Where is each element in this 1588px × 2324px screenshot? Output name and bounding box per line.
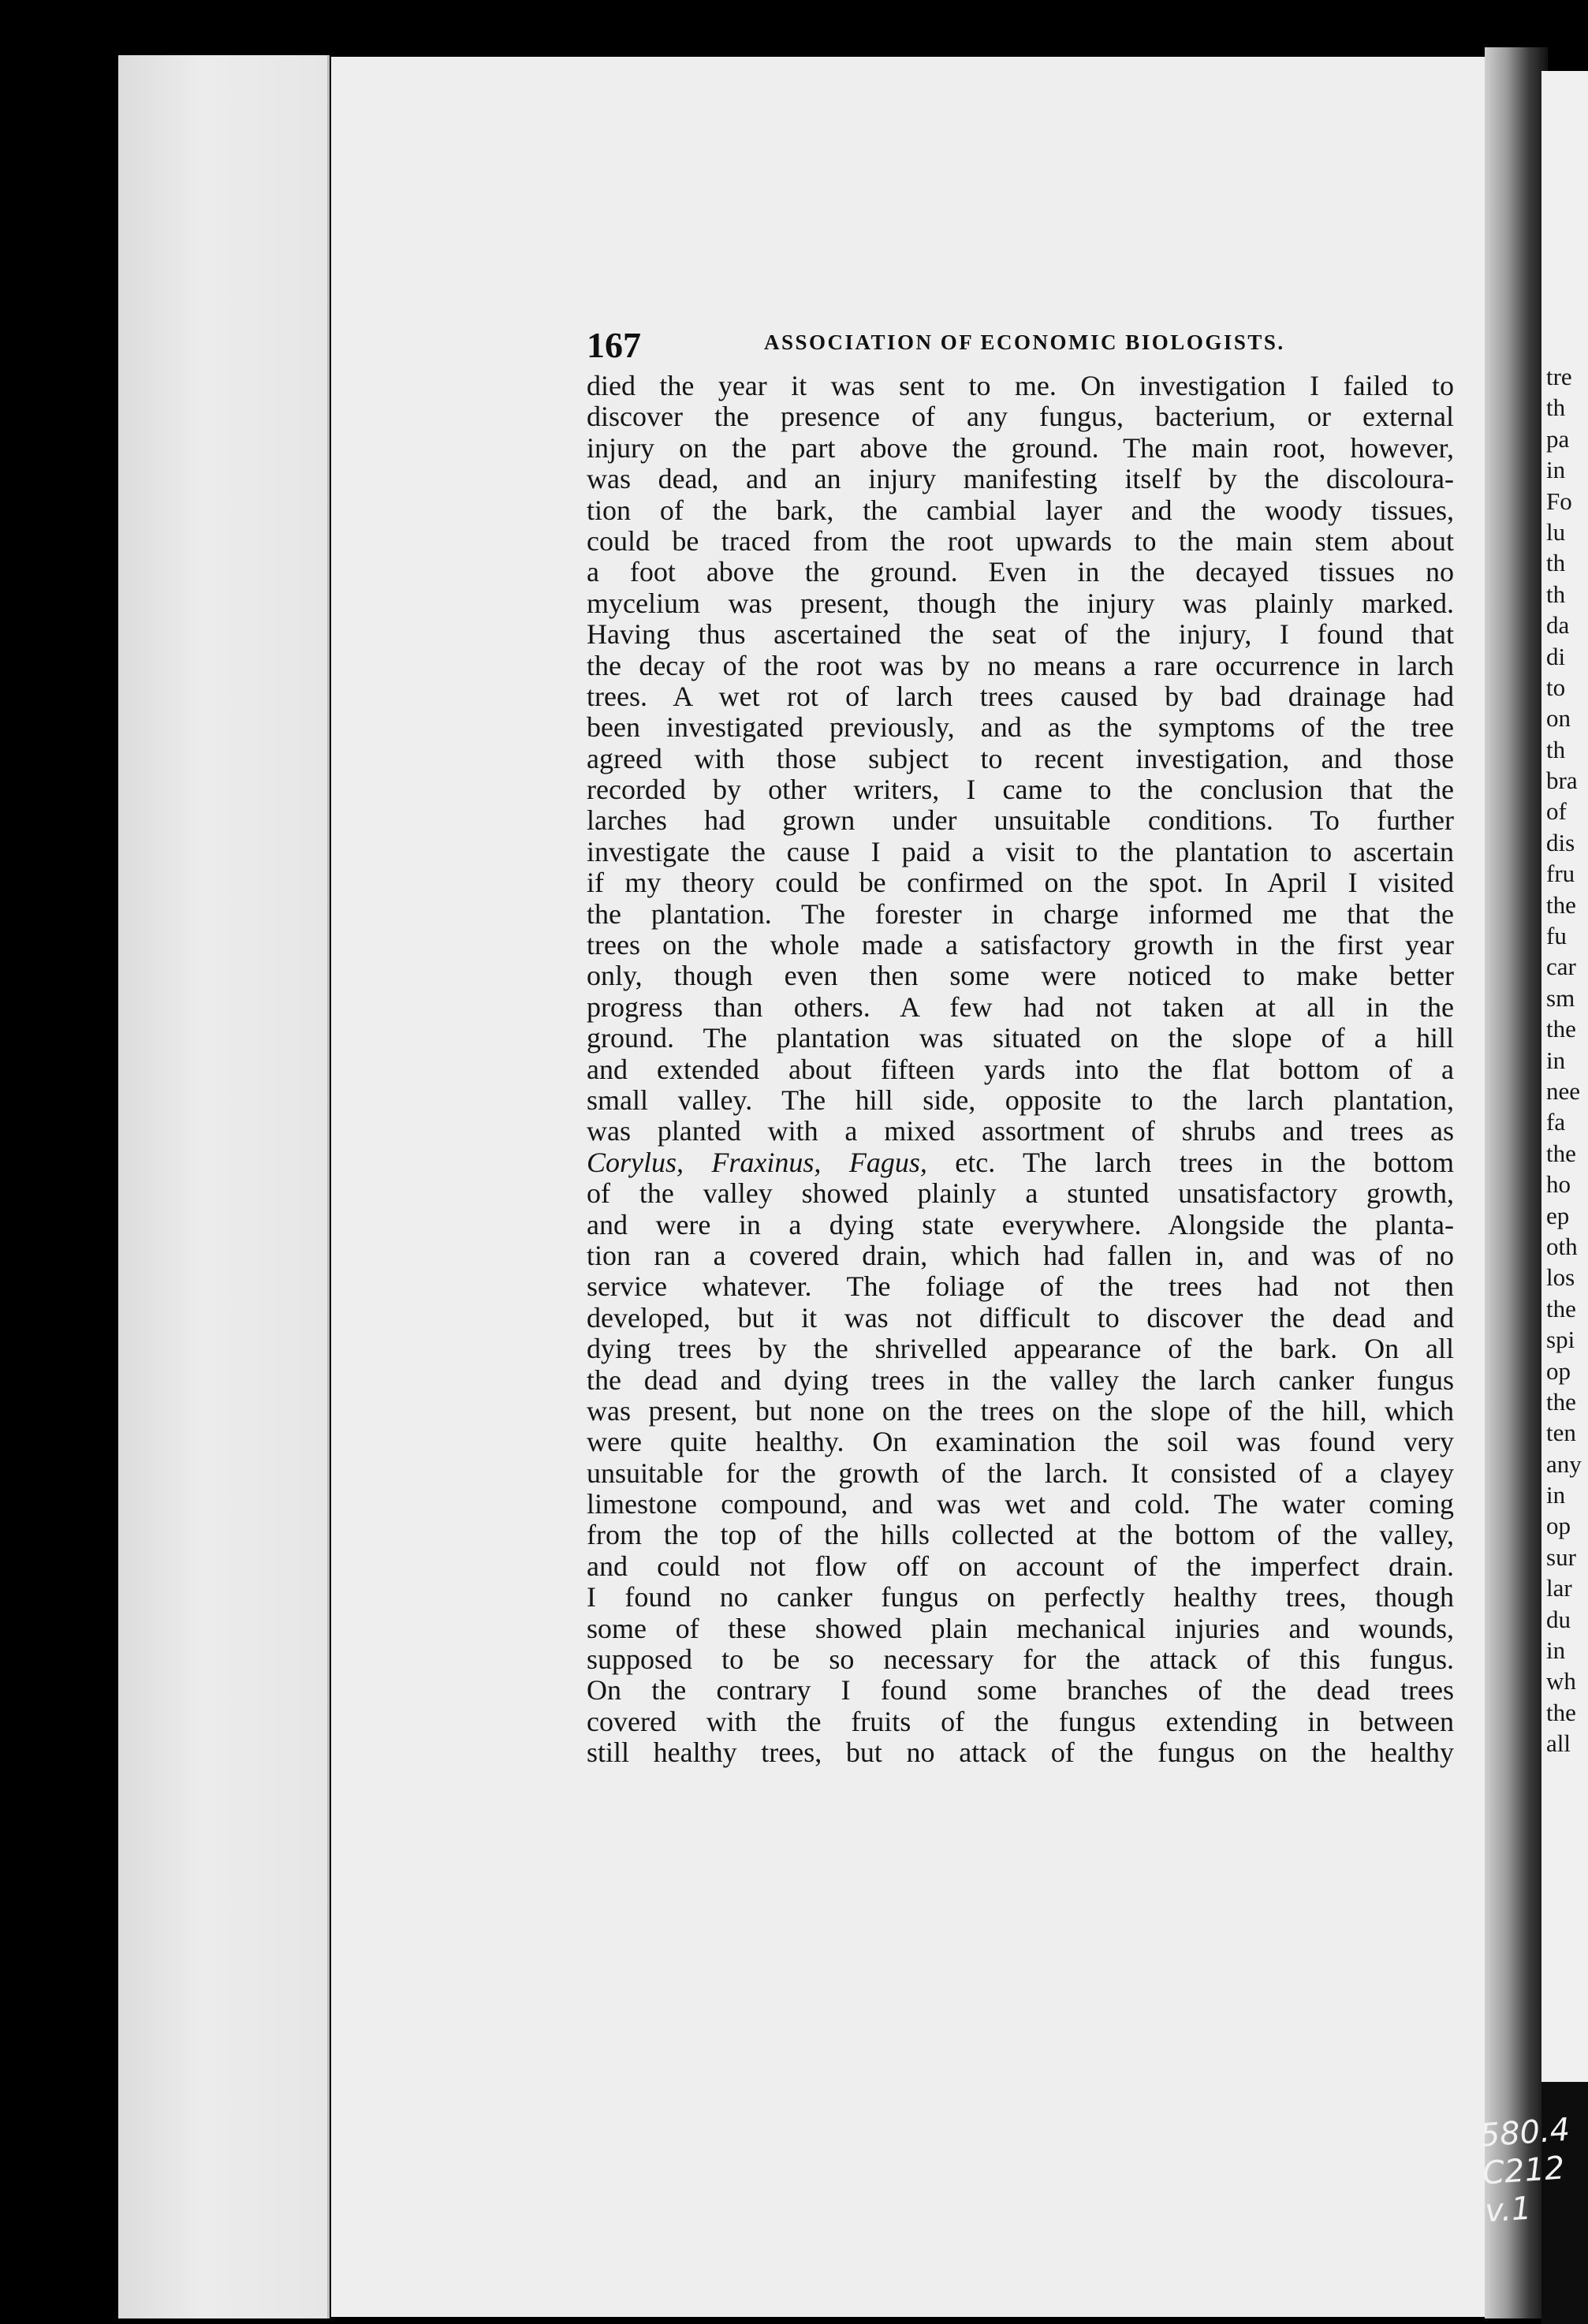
call-number-line: C212 [1481,2150,1566,2192]
facing-page-line-fragment: in [1546,1481,1566,1509]
facing-page-line-fragment: th [1546,394,1566,422]
italic-genus-names: Corylus, Fraxinus, Fagus, [587,1146,927,1178]
facing-page-line-fragment: op [1546,1356,1571,1385]
text-line: if my theory could be confirmed on the spot. In April I visited [587,867,1454,899]
text-line: been investigated previously, and as the symptoms of the tree [587,711,1454,744]
text-line: from the top of the hills collected at the bottom of the valley, [587,1519,1454,1551]
facing-page-line-fragment: Fo [1546,487,1572,515]
facing-page-line-fragment: ho [1546,1170,1571,1199]
text-line: and could not flow off on account of the imperfect drain. [587,1550,1454,1582]
facing-page-line-fragment: in [1546,1636,1566,1665]
text-line: larches had grown under unsuitable conditions. To further [587,804,1454,837]
text-line: injury on the part above the ground. The main root, however, [587,431,1454,464]
facing-page-line-fragment: on [1546,704,1571,733]
facing-page-line-fragment: fa [1546,1108,1566,1136]
facing-page-line-fragment: the [1546,1387,1576,1416]
text-line: was present, but none on the trees on the slope of the hill, which [587,1394,1454,1427]
facing-page-text [1541,71,1588,1759]
facing-page [1541,71,1588,2082]
text-line: trees. A wet rot of larch trees caused by bad drainage had [587,680,1454,712]
facing-page-line-fragment: ten [1546,1419,1576,1447]
call-number-line: v.1 [1483,2190,1533,2230]
text-line: only, though even then some were noticed to make better [587,960,1454,992]
facing-page-line-fragment: fu [1546,922,1567,950]
call-number-label [1478,2110,1588,2231]
text-line: the dead and dying trees in the valley the larch canker fungus [587,1363,1454,1396]
facing-page-line-fragment: th [1546,580,1566,608]
text-line: tion of the bark, the cambial layer and the woody tissues, [587,494,1454,526]
text-line: recorded by other writers, I came to the conclusion that the [587,774,1454,806]
text-line: investigate the cause I paid a visit to the plantation to ascertain [587,835,1454,867]
text-line: discover the presence of any fungus, bacterium, or external [587,401,1454,433]
facing-page-line-fragment: of [1546,797,1567,826]
call-number-line: 580.4 [1478,2111,1571,2154]
text-line: the decay of the root was by no means a rare occurrence in larch [587,649,1454,681]
facing-page-line-fragment: the [1546,1139,1576,1167]
text-line: limestone compound, and was wet and cold. The water coming [587,1488,1454,1520]
facing-page-line-fragment: spi [1546,1326,1575,1354]
text-line: and extended about fifteen yards into the flat bottom of a [587,1053,1454,1085]
page-number: 167 [587,325,641,365]
text-line: unsuitable for the growth of the larch. It consisted of a clayey [587,1457,1454,1489]
text-line: small valley. The hill side, opposite to the larch plantation, [587,1084,1454,1116]
text-line: of the valley showed plainly a stunted unsatisfactory growth, [587,1177,1454,1210]
text-line: died the year it was sent to me. On investigation I failed to [587,370,1454,401]
text-line: Corylus, Fraxinus, Fagus, etc. The larch trees in the bottom [587,1146,1454,1178]
facing-page-line-fragment: to [1546,673,1566,701]
text-line: supposed to be so necessary for the attack of this fungus. [587,1643,1454,1676]
facing-page-line-fragment: tre [1546,363,1572,390]
text-line: I found no canker fungus on perfectly healthy trees, though [587,1581,1454,1613]
facing-page-line-fragment: lu [1546,517,1566,546]
facing-page-line-fragment: fru [1546,860,1575,888]
facing-page-line-fragment: sur [1546,1542,1576,1571]
text-line: Having thus ascertained the seat of the injury, I found that [587,618,1454,651]
text-line: ground. The plantation was situated on the slope of a hill [587,1022,1454,1054]
facing-page-line-fragment: dis [1546,828,1575,856]
text-line: still healthy trees, but no attack of the fungus on the healthy [587,1736,1454,1769]
facing-page-line-fragment: th [1546,549,1566,577]
text-line: developed, but it was not difficult to discover the dead and [587,1301,1454,1334]
text-line: mycelium was present, though the injury was plainly marked. [587,587,1454,619]
text-line: some of these showed plain mechanical injuries and wounds, [587,1612,1454,1644]
facing-page-line-fragment: all [1546,1729,1571,1758]
facing-page-line-fragment: oth [1546,1232,1578,1260]
text-line: and were in a dying state everywhere. Alongside the planta- [587,1208,1454,1240]
text-line: progress than others. A few had not taken at all in the [587,990,1454,1023]
text-line: was dead, and an injury manifesting itself by the discoloura- [587,463,1454,495]
facing-page-line-fragment: the [1546,1015,1576,1043]
running-head [587,319,1470,367]
facing-page-line-fragment: pa [1546,424,1570,453]
text-line: a foot above the ground. Even in the decayed tissues no [587,556,1454,588]
text-line: was planted with a mixed assortment of shrubs and trees as [587,1115,1454,1147]
facing-page-line-fragment: op [1546,1512,1571,1540]
facing-page-line-fragment: di [1546,642,1566,670]
text-line: service whatever. The foliage of the trees had not then [587,1270,1454,1303]
left-page-edge [118,55,330,2318]
text-line: dying trees by the shrivelled appearance of the bark. On all [587,1333,1454,1365]
facing-page-line-fragment: any [1546,1449,1582,1478]
header-title: ASSOCIATION OF ECONOMIC BIOLOGISTS. [764,330,1285,354]
facing-page-line-fragment: ep [1546,1201,1570,1229]
gutter-shadow [1485,47,1548,2318]
text-line: were quite healthy. On examination the soil was found very [587,1426,1454,1458]
facing-page-line-fragment: los [1546,1263,1575,1292]
facing-page-line-fragment: da [1546,611,1570,640]
text-line: On the contrary I found some branches of the dead trees [587,1674,1454,1707]
facing-page-line-fragment: the [1546,890,1576,919]
facing-page-line-fragment: wh [1546,1667,1576,1695]
facing-page-line-fragment: lar [1546,1574,1572,1602]
facing-page-line-fragment: in [1546,1046,1566,1074]
text-line: agreed with those subject to recent investigation, and those [587,742,1454,774]
facing-page-line-fragment: th [1546,735,1566,763]
facing-page-line-fragment: nee [1546,1076,1581,1105]
text-line: could be traced from the root upwards to the main stem about [587,524,1454,557]
facing-page-line-fragment: the [1546,1294,1576,1322]
text-line: covered with the fruits of the fungus extending in between [587,1705,1454,1737]
text-line: tion ran a covered drain, which had fallen in, and was of no [587,1239,1454,1271]
facing-page-line-fragment: the [1546,1698,1576,1726]
facing-page-line-fragment: in [1546,456,1566,484]
body-text [587,371,1454,1769]
facing-page-line-fragment: bra [1546,767,1578,795]
facing-page-line-fragment: du [1546,1605,1571,1633]
facing-page-line-fragment: car [1546,953,1576,981]
facing-page-line-fragment: sm [1546,983,1575,1012]
text-line: trees on the whole made a satisfactory growth in the first year [587,929,1454,961]
text-line: the plantation. The forester in charge informed me that the [587,897,1454,930]
